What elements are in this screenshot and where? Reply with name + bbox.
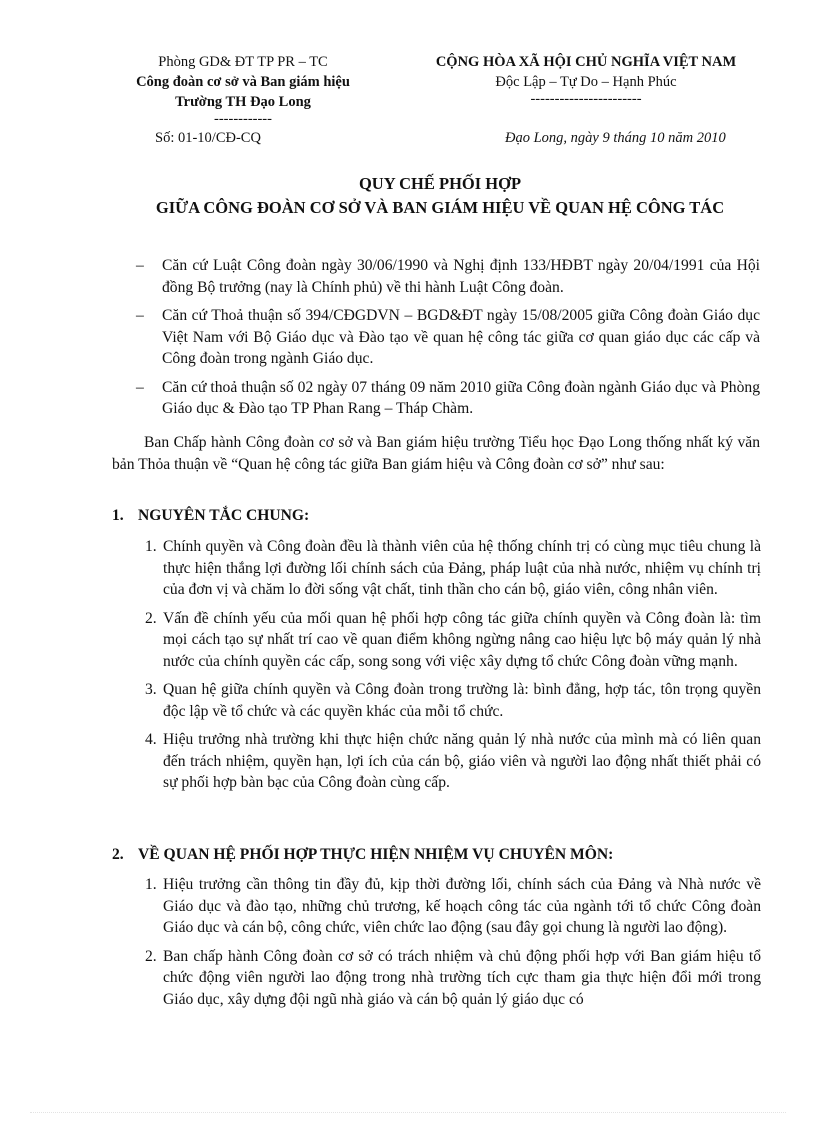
document-number: Số: 01-10/CĐ-CQ [155, 130, 261, 146]
national-motto-block [412, 52, 760, 106]
issuer-school: Trường TH Đạo Long [175, 94, 311, 110]
item-text: Ban chấp hành Công đoàn cơ sở có trách nhiệm và chủ động phối hợp với Ban giám hiệu tổ chức động viên người lao động trong nhà trường tích cực tham gia thực hiện đổi mới trong Giáo dục, xây dựng đội ngũ nhà giáo và cán bộ quản lý giáo dục có [163, 947, 761, 1008]
list-item [145, 536, 761, 601]
legal-basis-text: Căn cứ Thoả thuận số 394/CĐGDVN – BGD&ĐT ngày 15/08/2005 giữa Công đoàn Giáo dục Việt Nam với Bộ Giáo dục và Đào tạo về quan hệ công tác giữa cơ quan giáo dục các cấp và Công đoàn trong ngành Giáo dục. [162, 307, 760, 367]
item-text: Hiệu trưởng cần thông tin đầy đủ, kịp thời đường lối, chính sách của Đảng và Nhà nước về Giáo dục và đào tạo, những chủ trương, kế hoạch công tác của ngành tới tổ chức Công đoàn Giáo dục và cán bộ, công chức, viên chức lao động (sau đây gọi chung là người lao động). [163, 876, 761, 936]
legal-basis-item [120, 377, 760, 420]
legal-basis-item [120, 255, 760, 298]
list-item [145, 729, 761, 794]
section-1-heading [112, 507, 309, 525]
title-line-2: GIỮA CÔNG ĐOÀN CƠ SỞ VÀ BAN GIÁM HIỆU VỀ QUAN HỆ CÔNG TÁC [155, 198, 725, 217]
section-2-heading [112, 846, 613, 864]
legal-bases-list [120, 255, 760, 427]
document-date: Đạo Long, ngày 9 tháng 10 năm 2010 [505, 130, 726, 146]
national-motto: Độc Lập – Tự Do – Hạnh Phúc [495, 74, 677, 90]
item-text: Chính quyền và Công đoàn đều là thành viên của hệ thống chính trị có cùng mục tiêu chung là thực hiện thắng lợi đường lối chính sách của Đảng, pháp luật của nhà nước, nhiệm vụ chính trị của đơn vị và chăm lo đời sống vật chất, tinh thần cho cán bộ, giáo viên, công nhân viên. [163, 538, 761, 598]
motto-separator: ----------------------- [530, 91, 642, 107]
bullet-dash: – [136, 378, 144, 396]
section-number: 1. [112, 507, 124, 524]
item-text: Hiệu trưởng nhà trường khi thực hiện chức năng quản lý nhà nước của mình mà có liên quan đến trách nhiệm, quyền hạn, lợi ích của cán bộ, giáo viên và người lao động nhất thiết phải có sự phối hợp bàn bạc của Công đoàn cùng cấp. [163, 731, 761, 791]
item-number: 1. [145, 538, 157, 555]
item-number: 2. [145, 609, 157, 627]
intro-paragraph: Ban Chấp hành Công đoàn cơ sở và Ban giám hiệu trường Tiểu học Đạo Long thống nhất ký văn bản Thỏa thuận về “Quan hệ công tác giữa Ban giám hiệu và Công đoàn cơ sở” như sau: [112, 434, 760, 473]
list-item [145, 679, 761, 722]
section-title: VỀ QUAN HỆ PHỐI HỢP THỰC HIỆN NHIỆM VỤ CHUYÊN MÔN: [138, 846, 614, 863]
legal-basis-text: Căn cứ thoả thuận số 02 ngày 07 tháng 09 năm 2010 giữa Công đoàn ngành Giáo dục và Phòng Giáo dục & Đào tạo TP Phan Rang – Tháp Chàm. [162, 378, 760, 417]
list-item [145, 608, 761, 673]
section-1-list [145, 536, 761, 801]
item-number: 2. [145, 947, 157, 965]
bullet-dash: – [136, 307, 144, 324]
list-item [145, 946, 761, 1011]
bullet-dash: – [136, 257, 144, 274]
item-number: 4. [145, 731, 157, 748]
issuer-union: Công đoàn cơ sở và Ban giám hiệu [136, 74, 350, 90]
section-2-list [145, 874, 761, 1017]
issuer-block [112, 52, 374, 126]
country-name: CỘNG HÒA XÃ HỘI CHỦ NGHĨA VIỆT NAM [435, 54, 737, 70]
legal-basis-text: Căn cứ Luật Công đoàn ngày 30/06/1990 và Nghị định 133/HĐBT ngày 20/04/1991 của Hội đồng Bộ trưởng (nay là Chính phủ) về thi hành Luật Công đoàn. [162, 257, 760, 296]
issuer-department: Phòng GD& ĐT TP PR – TC [158, 54, 328, 70]
item-number: 1. [145, 876, 157, 893]
title-line-1: QUY CHẾ PHỐI HỢP [358, 174, 522, 193]
legal-basis-item [120, 305, 760, 370]
list-item [145, 874, 761, 939]
document-title [90, 172, 790, 220]
section-title: NGUYÊN TẮC CHUNG: [138, 507, 310, 524]
section-number: 2. [112, 846, 124, 863]
item-text: Quan hệ giữa chính quyền và Công đoàn trong trường là: bình đẳng, hợp tác, tôn trọng quyền độc lập về tổ chức và các quyền khác của mỗi tổ chức. [163, 681, 761, 720]
issuer-separator: ------------ [214, 111, 272, 127]
item-text: Vấn đề chính yếu của mối quan hệ phối hợp công tác giữa chính quyền và Công đoàn là: tìm mọi cách tạo sự nhất trí cao về quan điểm không ngừng nâng cao hiệu lực bộ máy quản lý nhà nước của chính quyền các cấp, song song với việc xây dựng tổ chức Công đoàn vững mạnh. [163, 609, 761, 670]
item-number: 3. [145, 681, 157, 698]
page-bottom-divider [30, 1112, 786, 1113]
